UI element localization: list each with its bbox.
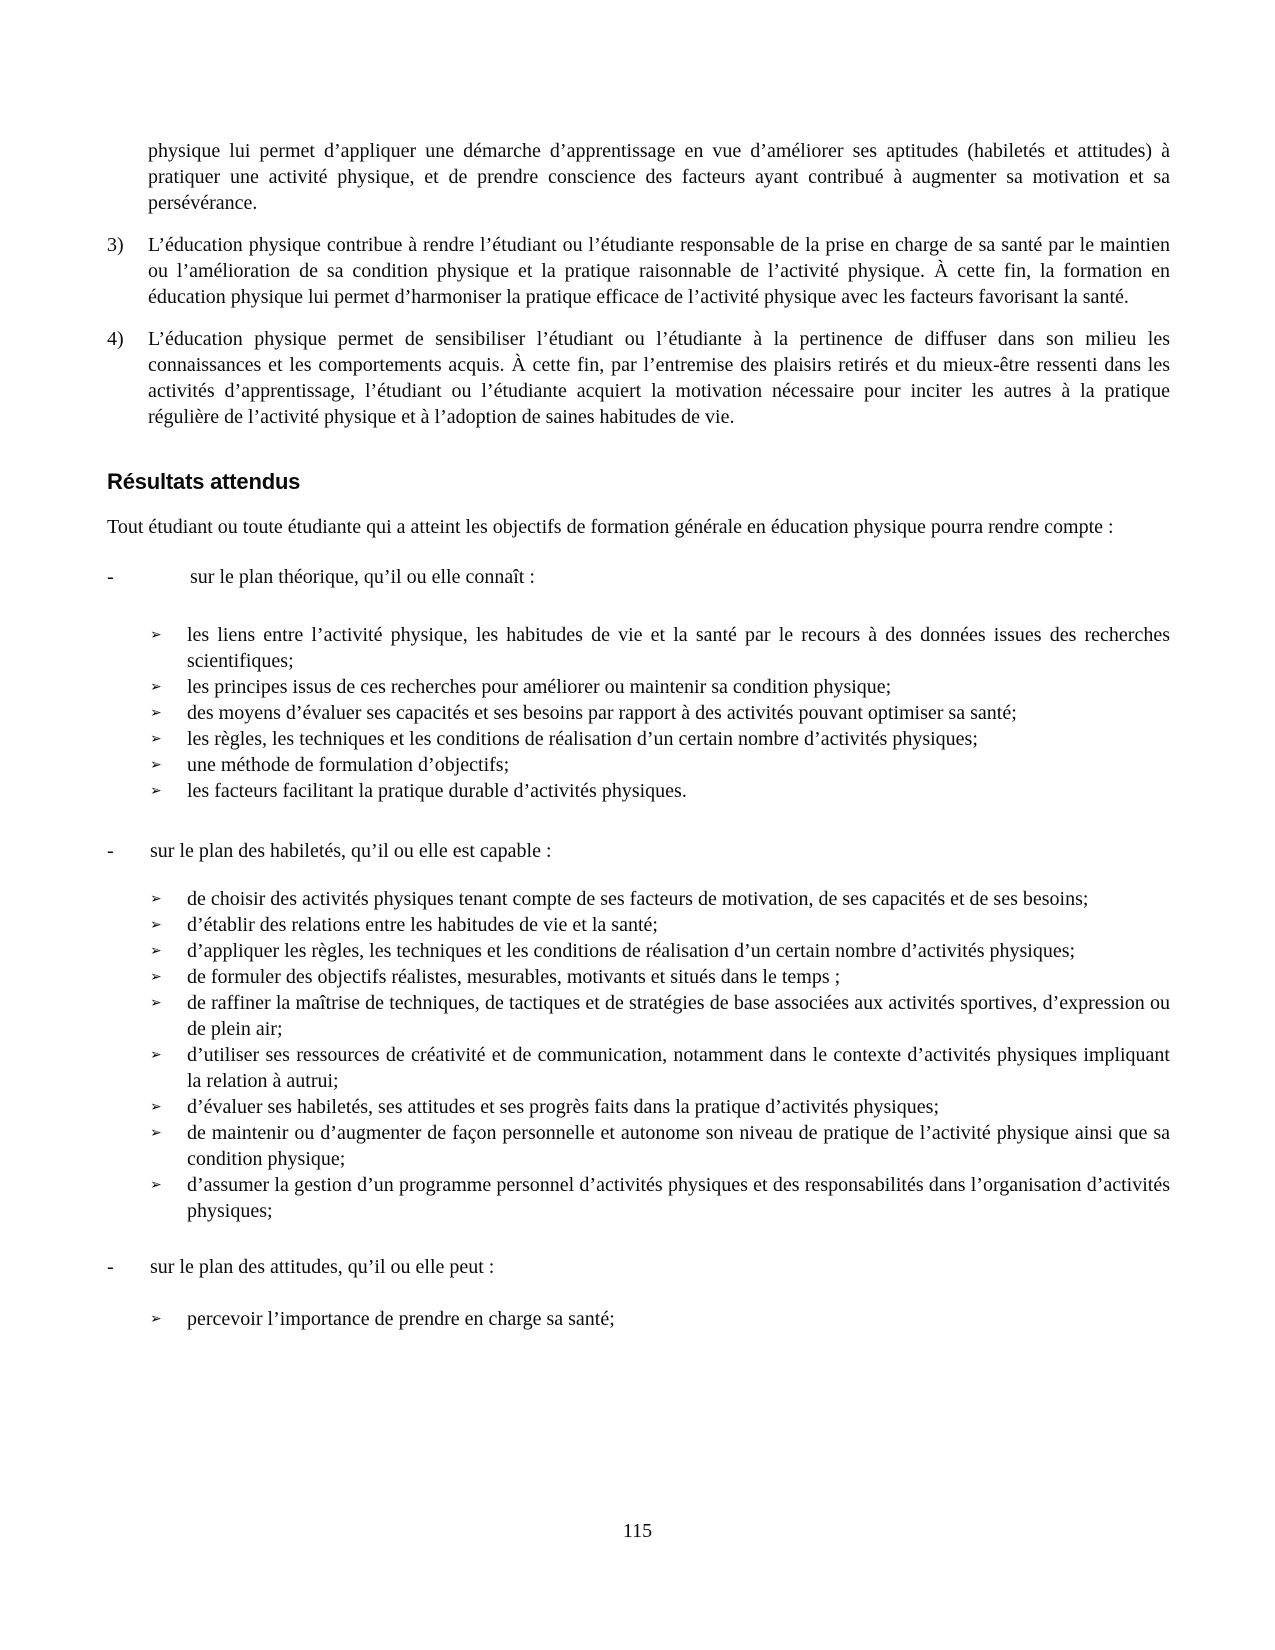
bullet-item [107,938,1170,964]
bullet-text: de raffiner la maîtrise de techniques, de tactiques et de stratégies de base associées aux activités sportives, d’expression ou de plein air; [187,992,1170,1041]
numbered-item-text: L’éducation physique permet de sensibiliser l’étudiant ou l’étudiante à la pertinence de diffuser dans son milieu les connaissances et les comportements acquis. À cette fin, par l’entremise des plaisirs retirés et du mieux-être ressenti dans les activités d’apprentissage, l’étudiant ou l’étudiante acquiert la motivation nécessaire pour inciter les autres à la pratique régulière de l’activité physique et à l’adoption de saines habitudes de vie. [148,328,1170,428]
bullet-text: d’évaluer ses habiletés, ses attitudes et ses progrès faits dans la pratique d’activités physiques; [187,1096,940,1119]
paragraph-intro: Tout étudiant ou toute étudiante qui a atteint les objectifs de formation générale en éducation physique pourra rendre compte : [107,516,1114,539]
paragraph-intro-continuation: physique lui permet d’appliquer une démarche d’apprentissage en vue d’améliorer ses aptitudes (habiletés et attitudes) à pratiquer une activité physique, et de prendre conscience des facteurs ayant contribué à augmenter sa motivation et sa persévérance. [148,140,1170,214]
bullet-item [107,1172,1170,1224]
bullet-item [107,1306,1170,1332]
bullet-item [107,990,1170,1042]
arrow-bullet-icon: ➢ [150,917,162,934]
arrow-bullet-icon: ➢ [150,783,162,800]
bullet-text: de maintenir ou d’augmenter de façon personnelle et autonome son niveau de pratique de l’activité physique ainsi que sa condition physique; [187,1122,1170,1171]
arrow-bullet-icon: ➢ [150,679,162,696]
arrow-bullet-icon: ➢ [150,705,162,722]
arrow-bullet-icon: ➢ [150,943,162,960]
bullet-text: les règles, les techniques et les conditions de réalisation d’un certain nombre d’activités physiques; [187,728,978,751]
bullet-item [107,700,1170,726]
bullet-item [107,886,1170,912]
bullet-text: les facteurs facilitant la pratique durable d’activités physiques. [187,780,687,803]
dash-item-plan-attitudes [107,1254,1170,1280]
bullet-list-plan-theorique [107,622,1170,804]
bullet-item [107,752,1170,778]
bullet-item [107,622,1170,674]
bullet-text: d’assumer la gestion d’un programme personnel d’activités physiques et des responsabilités dans l’organisation d’activités physiques; [187,1174,1170,1223]
dash-item-plan-habiletes [107,838,1170,864]
dash-marker: - [107,566,114,589]
dash-marker: - [107,1256,114,1279]
numbered-item-marker: 4) [107,328,124,350]
bullet-text: percevoir l’importance de prendre en charge sa santé; [187,1308,615,1331]
bullet-item [107,1120,1170,1172]
arrow-bullet-icon: ➢ [150,627,162,644]
dash-label: sur le plan des attitudes, qu’il ou elle peut : [150,1256,495,1279]
numbered-item-3 [107,232,1170,310]
arrow-bullet-icon: ➢ [150,1099,162,1116]
bullet-text: les principes issus de ces recherches pour améliorer ou maintenir sa condition physique; [187,676,892,699]
bullet-item [107,1042,1170,1094]
arrow-bullet-icon: ➢ [150,1177,162,1194]
bullet-text: de formuler des objectifs réalistes, mesurables, motivants et situés dans le temps ; [187,966,841,989]
arrow-bullet-icon: ➢ [150,1311,162,1328]
bullet-item [107,778,1170,804]
arrow-bullet-icon: ➢ [150,1125,162,1142]
dash-item-plan-theorique [107,564,1170,590]
arrow-bullet-icon: ➢ [150,969,162,986]
bullet-list-plan-attitudes [107,1306,1170,1332]
arrow-bullet-icon: ➢ [150,891,162,908]
bullet-text: une méthode de formulation d’objectifs; [187,754,510,777]
bullet-text: des moyens d’évaluer ses capacités et ses besoins par rapport à des activités pouvant optimiser sa santé; [187,702,1017,725]
page-number: 115 [622,1520,653,1542]
bullet-item [107,674,1170,700]
dash-marker: - [107,840,114,863]
bullet-text: d’utiliser ses ressources de créativité et de communication, notamment dans le contexte d’activités physiques impliquant la relation à autrui; [187,1044,1170,1093]
numbered-item-text: L’éducation physique contribue à rendre l’étudiant ou l’étudiante responsable de la prise en charge de sa santé par le maintien ou l’amélioration de sa condition physique et la pratique raisonnable de l’activité physique. À cette fin, la formation en éducation physique lui permet d’harmoniser la pratique efficace de l’activité physique avec les facteurs favorisant la santé. [148,234,1170,308]
bullet-list-plan-habiletes [107,886,1170,1224]
numbered-item-marker: 3) [107,234,124,256]
arrow-bullet-icon: ➢ [150,1047,162,1064]
numbered-item-4 [107,326,1170,430]
dash-label: sur le plan théorique, qu’il ou elle connaît : [190,566,535,589]
section-heading-resultats-attendus: Résultats attendus [107,469,301,494]
bullet-text: de choisir des activités physiques tenant compte de ses facteurs de motivation, de ses capacités et de ses besoins; [187,888,1089,911]
bullet-text: d’établir des relations entre les habitudes de vie et la santé; [187,914,658,937]
bullet-item [107,1094,1170,1120]
bullet-item [107,912,1170,938]
bullet-item [107,726,1170,752]
bullet-text: les liens entre l’activité physique, les habitudes de vie et la santé par le recours à des données issues des recherches scientifiques; [187,624,1170,673]
arrow-bullet-icon: ➢ [150,995,162,1012]
arrow-bullet-icon: ➢ [150,757,162,774]
arrow-bullet-icon: ➢ [150,731,162,748]
bullet-text: d’appliquer les règles, les techniques et les conditions de réalisation d’un certain nombre d’activités physiques; [187,940,1076,963]
dash-label: sur le plan des habiletés, qu’il ou elle est capable : [150,840,552,863]
bullet-item [107,964,1170,990]
